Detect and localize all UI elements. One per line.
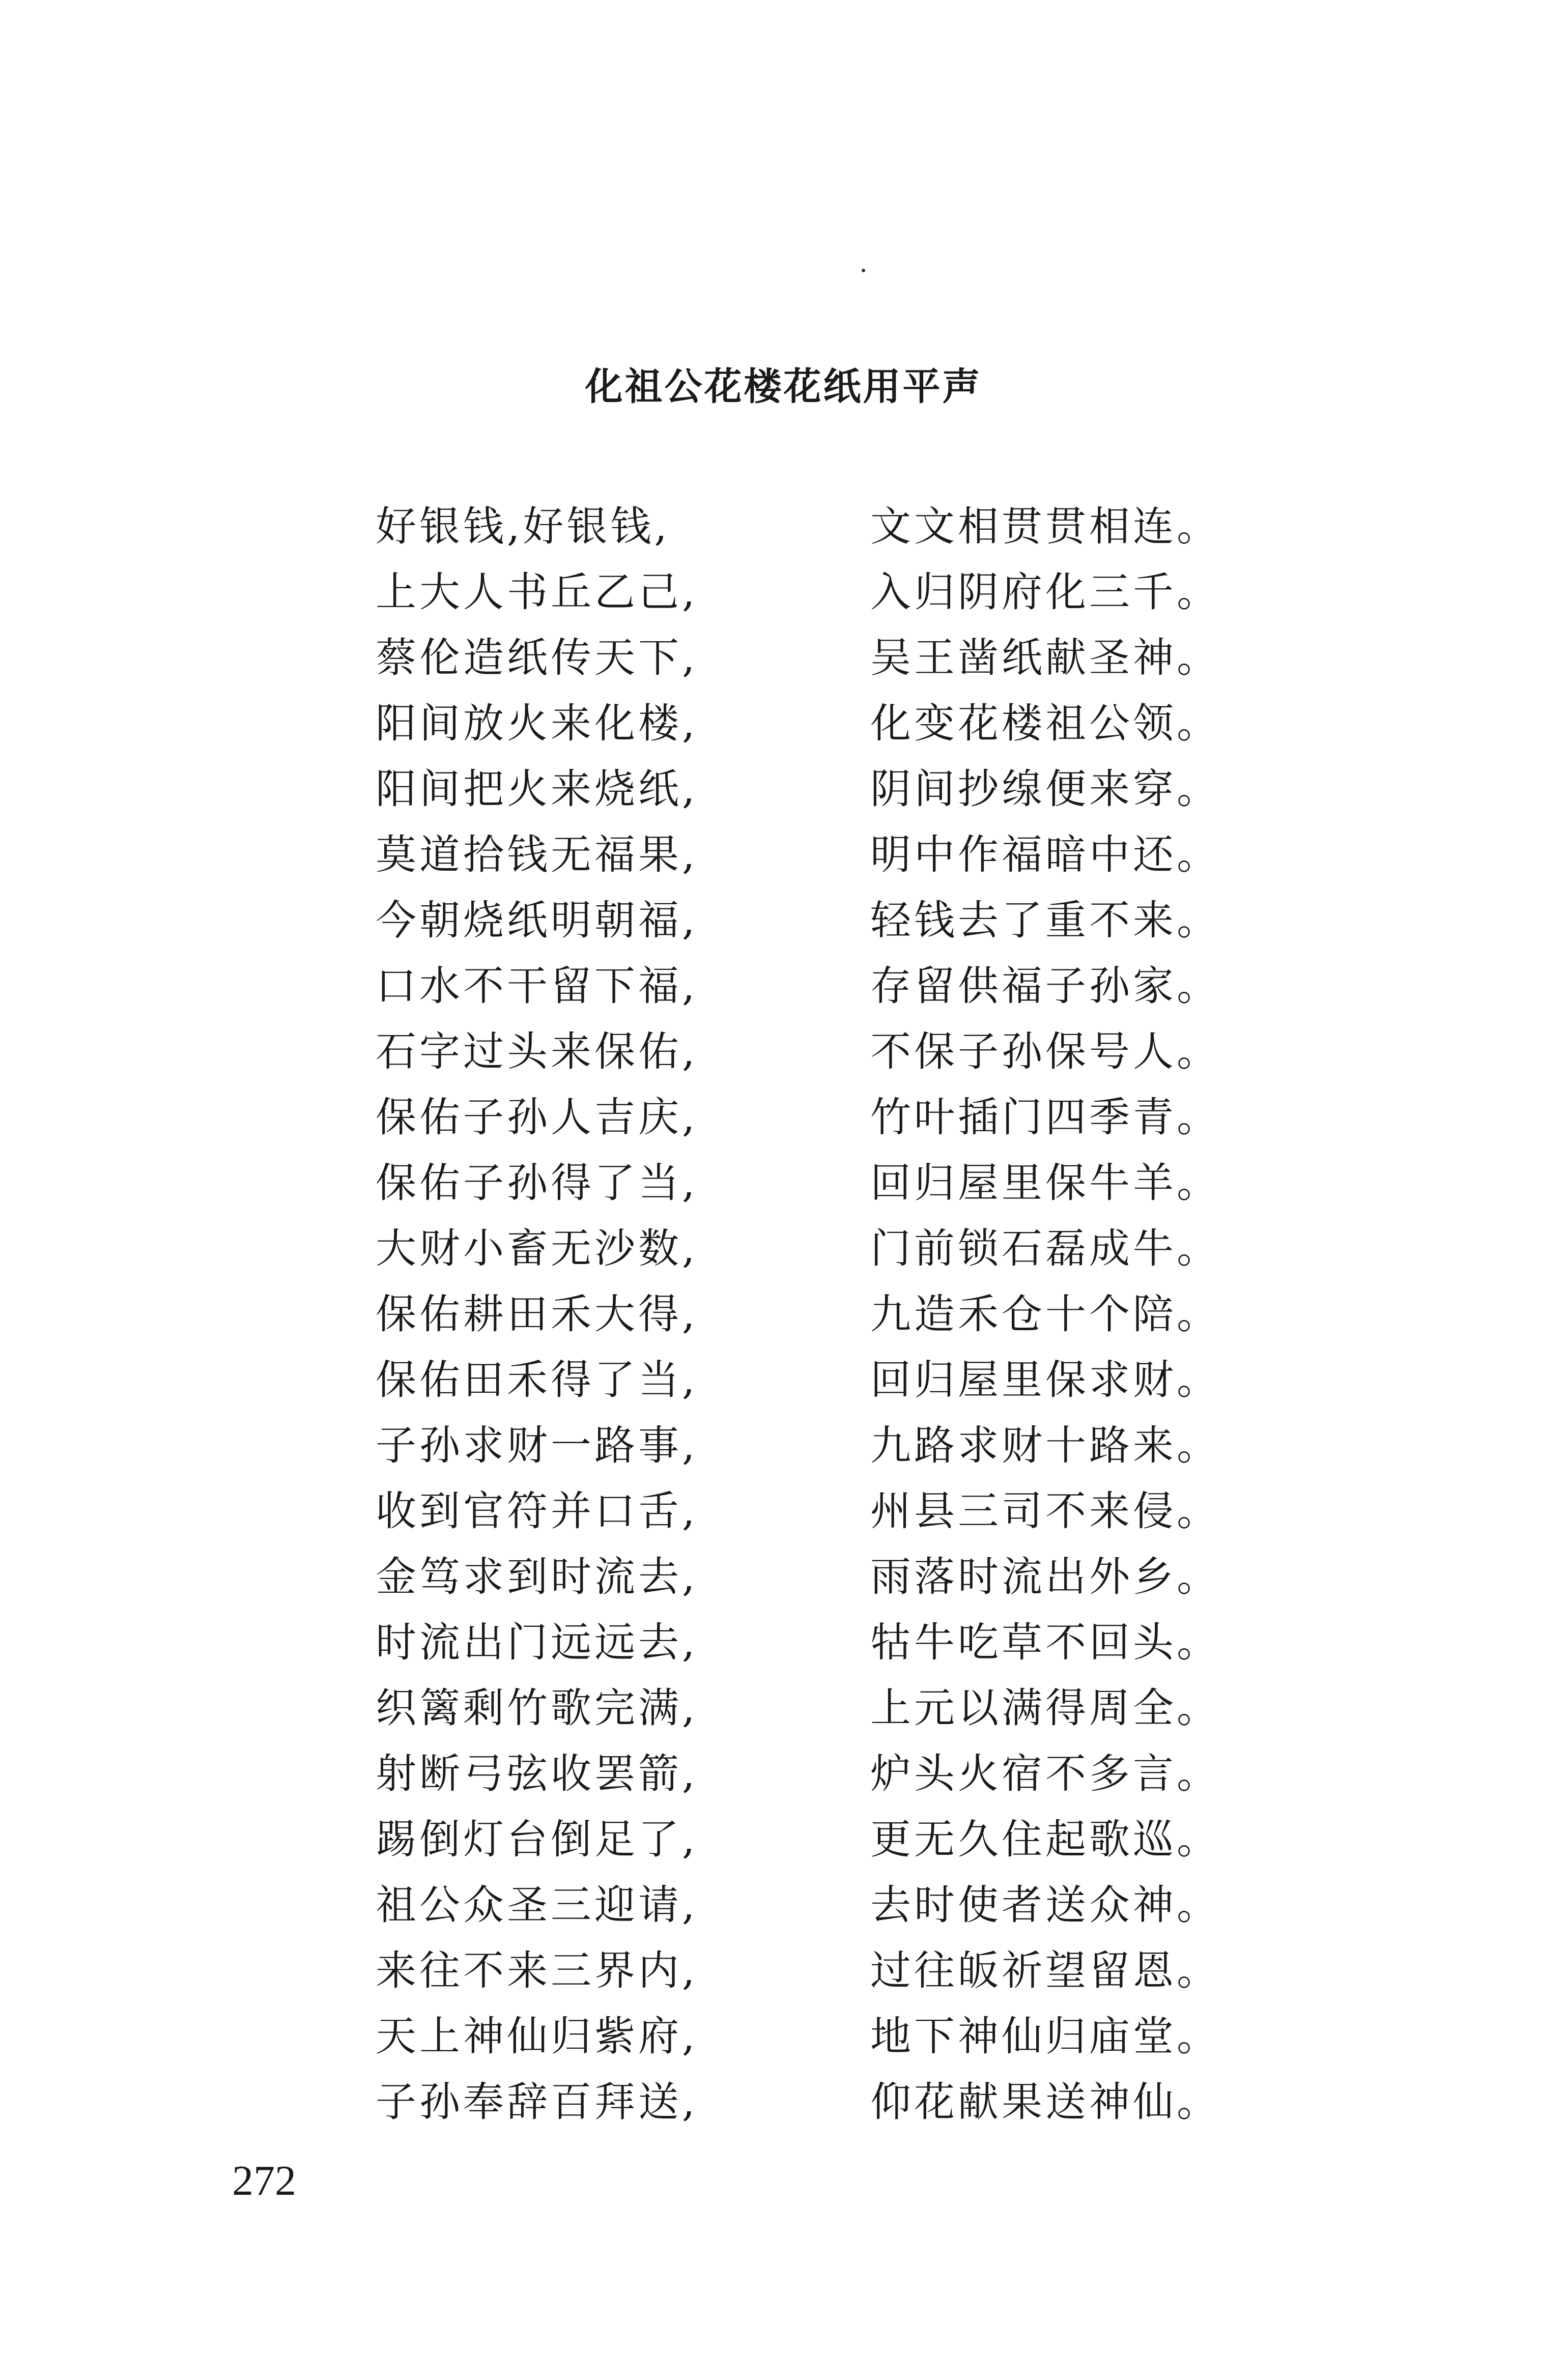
verse-right: 吴王凿纸献圣神。	[870, 634, 1220, 681]
verse-line	[0, 822, 1567, 887]
verse-right: 九造禾仓十个陪。	[870, 1291, 1220, 1338]
verse-right: 阴间抄缐便来穿。	[870, 765, 1220, 813]
verse-line	[0, 1084, 1567, 1150]
verse-right: 地下神仙归庙堂。	[870, 2013, 1220, 2060]
verse-line	[0, 1610, 1567, 1675]
page-number: 272	[232, 2157, 296, 2204]
verse-line	[0, 1544, 1567, 1610]
verse-line	[0, 1150, 1567, 1216]
verse-left: 上大人书丘乙己,	[376, 568, 698, 616]
ink-speck	[862, 269, 865, 272]
verse-right: 过往皈祈望留恩。	[870, 1947, 1220, 1994]
poem-body	[0, 494, 1567, 2135]
verse-left: 子孙求财一路事,	[376, 1422, 698, 1469]
verse-right: 更无久住起歌巡。	[870, 1816, 1220, 1863]
verse-line	[0, 1347, 1567, 1413]
verse-right: 化变花楼祖公领。	[870, 700, 1220, 747]
verse-right: 轻钱去了重不来。	[870, 897, 1220, 944]
verse-right: 入归阴府化三千。	[870, 568, 1220, 616]
verse-line	[0, 953, 1567, 1019]
verse-left: 收到官符并口舌,	[376, 1487, 698, 1535]
verse-right: 存留供福子孙家。	[870, 962, 1220, 1010]
verse-right: 明中作福暗中还。	[870, 831, 1220, 878]
verse-right: 回归屋里保牛羊。	[870, 1159, 1220, 1207]
verse-right: 九路求财十路来。	[870, 1422, 1220, 1469]
verse-left: 大财小畜无沙数,	[376, 1225, 698, 1272]
verse-left: 织篱剩竹歌完满,	[376, 1684, 698, 1732]
verse-line	[0, 2003, 1567, 2069]
verse-line	[0, 1216, 1567, 1281]
verse-right: 去时使者送众神。	[870, 1881, 1220, 1929]
verse-line	[0, 625, 1567, 691]
verse-line	[0, 1019, 1567, 1084]
verse-line	[0, 691, 1567, 756]
verse-left: 踢倒灯台倒足了,	[376, 1816, 698, 1863]
verse-left: 阳间把火来烧纸,	[376, 765, 698, 813]
verse-left: 射断弓弦收罢箭,	[376, 1750, 698, 1797]
verse-left: 保佑子孙得了当,	[376, 1159, 698, 1207]
verse-right: 不保子孙保号人。	[870, 1028, 1220, 1075]
verse-left: 石字过头来保佑,	[376, 1028, 698, 1075]
verse-left: 今朝烧纸明朝福,	[376, 897, 698, 944]
verse-right: 牯牛吃草不回头。	[870, 1619, 1220, 1666]
verse-left: 口水不干留下福,	[376, 962, 698, 1010]
verse-left: 阳间放火来化楼,	[376, 700, 698, 747]
verse-right: 回归屋里保求财。	[870, 1356, 1220, 1403]
verse-left: 天上神仙归紫府,	[376, 2013, 698, 2060]
verse-line	[0, 494, 1567, 559]
verse-line	[0, 1478, 1567, 1544]
verse-right: 文文相贯贯相连。	[870, 503, 1220, 550]
verse-line	[0, 1741, 1567, 1806]
verse-left: 子孙奉辞百拜送,	[376, 2078, 698, 2126]
verse-left: 时流出门远远去,	[376, 1619, 698, 1666]
verse-left: 金笃求到时流去,	[376, 1553, 698, 1600]
verse-line	[0, 1675, 1567, 1741]
verse-right: 雨落时流出外乡。	[870, 1553, 1220, 1600]
verse-left: 保佑田禾得了当,	[376, 1356, 698, 1403]
verse-line	[0, 887, 1567, 953]
verse-left: 保佑耕田禾大得,	[376, 1291, 698, 1338]
verse-right: 上元以满得周全。	[870, 1684, 1220, 1732]
verse-line	[0, 2069, 1567, 2135]
verse-left: 莫道拾钱无福果,	[376, 831, 698, 878]
verse-left: 好银钱,好银钱,	[376, 503, 670, 550]
poem-title: 化祖公花楼花纸用平声	[585, 365, 982, 409]
verse-line	[0, 1806, 1567, 1872]
verse-line	[0, 1281, 1567, 1347]
verse-line	[0, 1413, 1567, 1478]
verse-right: 门前锁石磊成牛。	[870, 1225, 1220, 1272]
verse-left: 蔡伦造纸传天下,	[376, 634, 698, 681]
verse-right: 竹叶插门四季青。	[870, 1094, 1220, 1141]
verse-right: 炉头火宿不多言。	[870, 1750, 1220, 1797]
verse-right: 州县三司不来侵。	[870, 1487, 1220, 1535]
verse-line	[0, 1872, 1567, 1938]
verse-line	[0, 1938, 1567, 2003]
verse-left: 保佑子孙人吉庆,	[376, 1094, 698, 1141]
verse-right: 仰花献果送神仙。	[870, 2078, 1220, 2126]
verse-left: 祖公众圣三迎请,	[376, 1881, 698, 1929]
verse-line	[0, 559, 1567, 625]
verse-line	[0, 756, 1567, 822]
verse-left: 来往不来三界内,	[376, 1947, 698, 1994]
